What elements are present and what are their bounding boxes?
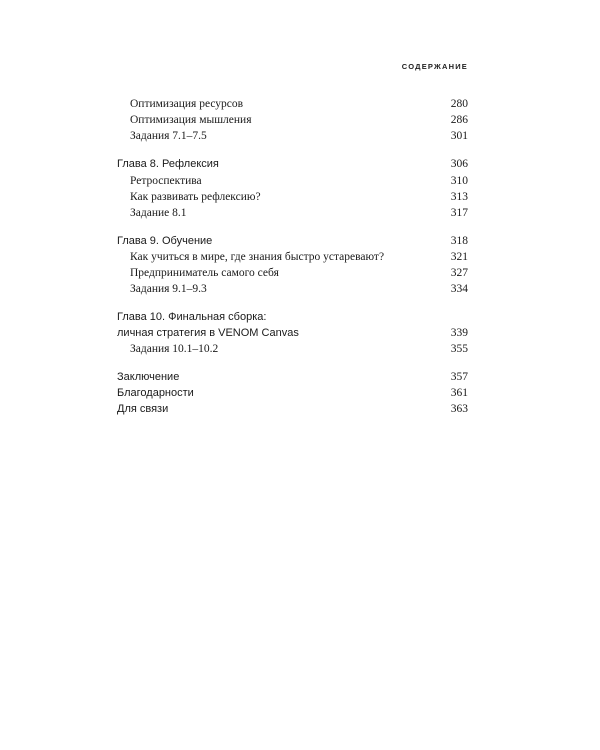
toc-entry-page: 317 <box>450 207 468 219</box>
toc-chapter-entry[interactable] <box>0 156 600 172</box>
toc-entry-title: Как учиться в мире, где знания быстро устаревают? <box>130 251 385 263</box>
toc-entry[interactable] <box>0 281 600 297</box>
toc-entry-title: Задание 8.1 <box>130 207 187 219</box>
toc-entry-title: Оптимизация ресурсов <box>130 98 244 110</box>
toc-entry-page: 301 <box>450 130 468 142</box>
toc-chapter-title: Глава 9. Обучение <box>117 235 213 247</box>
toc-chapter-title: Заключение <box>117 371 180 383</box>
toc-entry-page: 334 <box>450 283 468 295</box>
toc-entry-title: Задания 9.1–9.3 <box>130 283 207 295</box>
toc-entry-page: 318 <box>450 235 468 247</box>
toc-entry-page: 306 <box>450 158 468 170</box>
toc-entry-title: Как развивать рефлексию? <box>130 191 261 203</box>
toc-chapter-entry[interactable] <box>0 401 600 417</box>
toc-entry-page: 321 <box>450 251 468 263</box>
toc-entry-title: Задания 10.1–10.2 <box>130 343 219 355</box>
toc-entry-page: 355 <box>450 343 468 355</box>
toc-entry[interactable] <box>0 265 600 281</box>
toc-entry-page: 327 <box>450 267 468 279</box>
toc-chapter-entry[interactable] <box>0 233 600 249</box>
toc-chapter-entry[interactable] <box>0 385 600 401</box>
toc-chapter-title: Для связи <box>117 403 169 415</box>
toc-entry[interactable] <box>0 96 600 112</box>
toc-entry-title: Оптимизация мышления <box>130 114 252 126</box>
toc-chapter-entry[interactable] <box>0 309 600 325</box>
toc-entry-title: Предприниматель самого себя <box>130 267 279 279</box>
toc-entry-page: 357 <box>450 371 468 383</box>
running-header: СОДЕРЖАНИЕ <box>401 62 468 71</box>
toc-chapter-title: Глава 8. Рефлексия <box>117 158 219 170</box>
toc-entry[interactable] <box>0 173 600 189</box>
toc-entry-title: Ретроспектива <box>130 175 202 187</box>
toc-entry-page: 310 <box>450 175 468 187</box>
toc-entry-page: 286 <box>450 114 468 126</box>
toc-entry[interactable] <box>0 205 600 221</box>
toc-chapter-title: личная стратегия в VENOM Canvas <box>117 327 299 339</box>
toc-chapter-title: Глава 10. Финальная сборка: <box>117 311 267 323</box>
toc-entry-page: 339 <box>450 327 468 339</box>
toc-chapter-title: Благодарности <box>117 387 194 399</box>
toc-entry[interactable] <box>0 128 600 144</box>
toc-chapter-entry-continued[interactable] <box>0 325 600 341</box>
toc-entry[interactable] <box>0 249 600 265</box>
toc-chapter-entry[interactable] <box>0 369 600 385</box>
toc-entry-title: Задания 7.1–7.5 <box>130 130 207 142</box>
toc-entry-page: 361 <box>450 387 468 399</box>
toc-entry-page: 280 <box>450 98 468 110</box>
toc-entry-page: 313 <box>450 191 468 203</box>
toc-entry-page: 363 <box>450 403 468 415</box>
toc-entry[interactable] <box>0 341 600 357</box>
toc-entry[interactable] <box>0 189 600 205</box>
toc-entry[interactable] <box>0 112 600 128</box>
